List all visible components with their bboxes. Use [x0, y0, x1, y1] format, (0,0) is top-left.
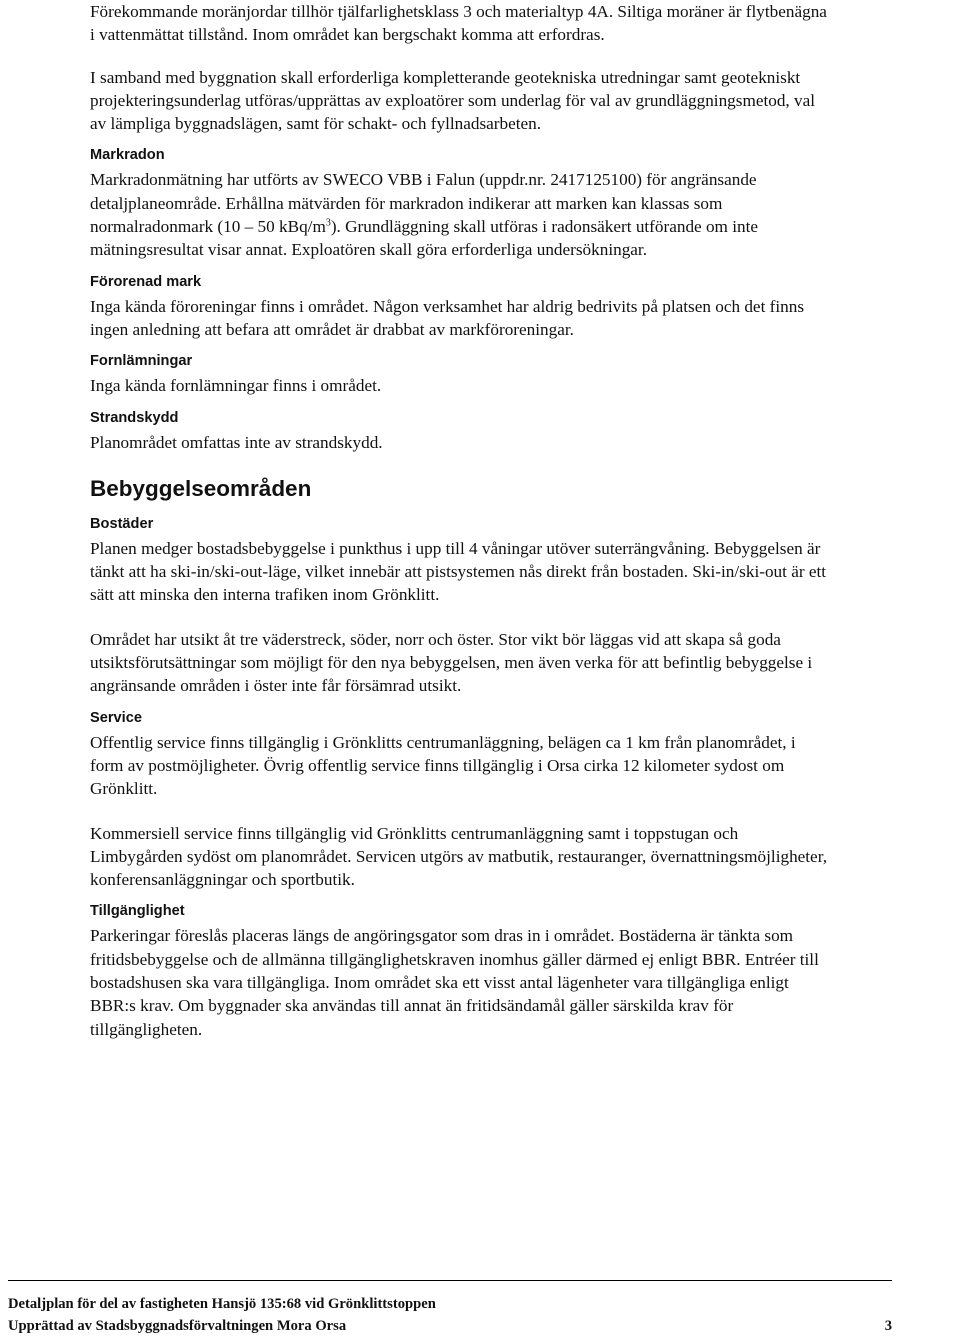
service-paragraph-1: Offentlig service finns tillgänglig i Grönklitts centrumanläggning, belägen ca 1 km från planområdet, i form av postmöjligheter. Övrig offentlig service finns tillgänglig i Orsa cirka 12 kilometer sydost om Grönklitt. [90, 732, 796, 799]
intro-paragraph-1: Förekommande moränjordar tillhör tjälfarlighetsklass 3 och materialtyp 4A. Siltiga moräner är flytbenägna i vattenmättat tillstånd. Inom området kan bergschakt komma att erfordras. [90, 2, 827, 45]
fororenad-paragraph: Inga kända föroreningar finns i området. Någon verksamhet har aldrig bedrivits på platsen och det finns ingen anledning att befara att området är drabbat av markföroreningar. [90, 296, 805, 339]
bostader-paragraph-2: Området har utsikt åt tre väderstreck, söder, norr och öster. Stor vikt bör läggas vid att skapa så goda utsiktsförutsättningar som möjligt för den nya bebyggelsen, men även verka för att befintlig bebyggelse i angränsande områden i öster inte får försämrad utsikt. [90, 629, 813, 696]
heading-bostader: Bostäder [90, 515, 154, 532]
heading-service: Service [90, 709, 142, 726]
heading-fornlamningar: Fornlämningar [90, 353, 193, 370]
footer-author: Upprättad av Stadsbyggnadsförvaltningen Mora Orsa [8, 1318, 347, 1334]
heading-bebyggelseomraden: Bebyggelseområden [90, 475, 312, 501]
strandskydd-paragraph: Planområdet omfattas inte av strandskydd. [90, 432, 383, 452]
fornlamningar-paragraph: Inga kända fornlämningar finns i området. [90, 376, 382, 396]
heading-tillganglighet: Tillgänglighet [90, 903, 185, 920]
markradon-text-2: ). Grundläggning skall utföras i radonsäkert utförande om inte mätningsresultat visar annat. Exploatören skall göra erforderliga undersökningar. [90, 217, 758, 260]
heading-fororenad-mark: Förorenad mark [90, 273, 202, 290]
page-footer [8, 1280, 892, 1337]
document-body [90, 0, 830, 1041]
intro-paragraph-2: I samband med byggnation skall erforderliga kompletterande geotekniska utredningar samt geotekniskt projekteringsunderlag utföras/upprättas av exploatörer som underlag för val av grundläggningsmetod, val av lämpliga byggnadslägen, samt för schakt- och fyllnadsarbeten. [90, 67, 816, 134]
heading-markradon: Markradon [90, 147, 165, 164]
heading-strandskydd: Strandskydd [90, 409, 179, 426]
tillganglighet-paragraph: Parkeringar föreslås placeras längs de angöringsgator som dras in i området. Bostäderna är tänkta som fritidsbebyggelse och de allmänna tillgänglighetskraven inomhus gäller därmed ej enligt BBR. Entréer till bostadshusen ska vara tillgängliga. Inom området ska ett visst antal lägenheter vara tillgängliga enligt BBR:s krav. Om byggnader ska användas till annat än fritidsändamål gäller särskilda krav för tillgängligheten. [90, 926, 819, 1039]
markradon-paragraph [90, 168, 830, 261]
footer-line-2 [8, 1315, 892, 1337]
page-number: 3 [884, 1318, 892, 1334]
markradon-superscript: 3 [325, 217, 331, 229]
bostader-paragraph-1: Planen medger bostadsbebyggelse i punkthus i upp till 4 våningar utöver suterrängvåning. Bebyggelsen är tänkt att ha ski-in/ski-out-läge, vilket innebär att pistsystemen nås direkt från bostaden. Ski-in/ski-out är ett sätt att minska den interna trafiken inom Grönklitt. [90, 538, 827, 605]
footer-title: Detaljplan för del av fastigheten Hansjö 135:68 vid Grönklittstoppen [8, 1296, 436, 1312]
service-paragraph-2: Kommersiell service finns tillgänglig vid Grönklitts centrumanläggning samt i toppstugan och Limbygården sydöst om planområdet. Servicen utgörs av matbutik, restauranger, övernattningsmöjligheter, konferensanläggningar och sportbutik. [90, 823, 828, 890]
markradon-text-1: Markradonmätning har utförts av SWECO VBB i Falun (uppdr.nr. 2417125100) för angränsande detaljplaneområde. Erhållna mätvärden för markradon indikerar att marken kan klassas som normalradonmark (10 – 50 kBq/m [90, 170, 757, 237]
